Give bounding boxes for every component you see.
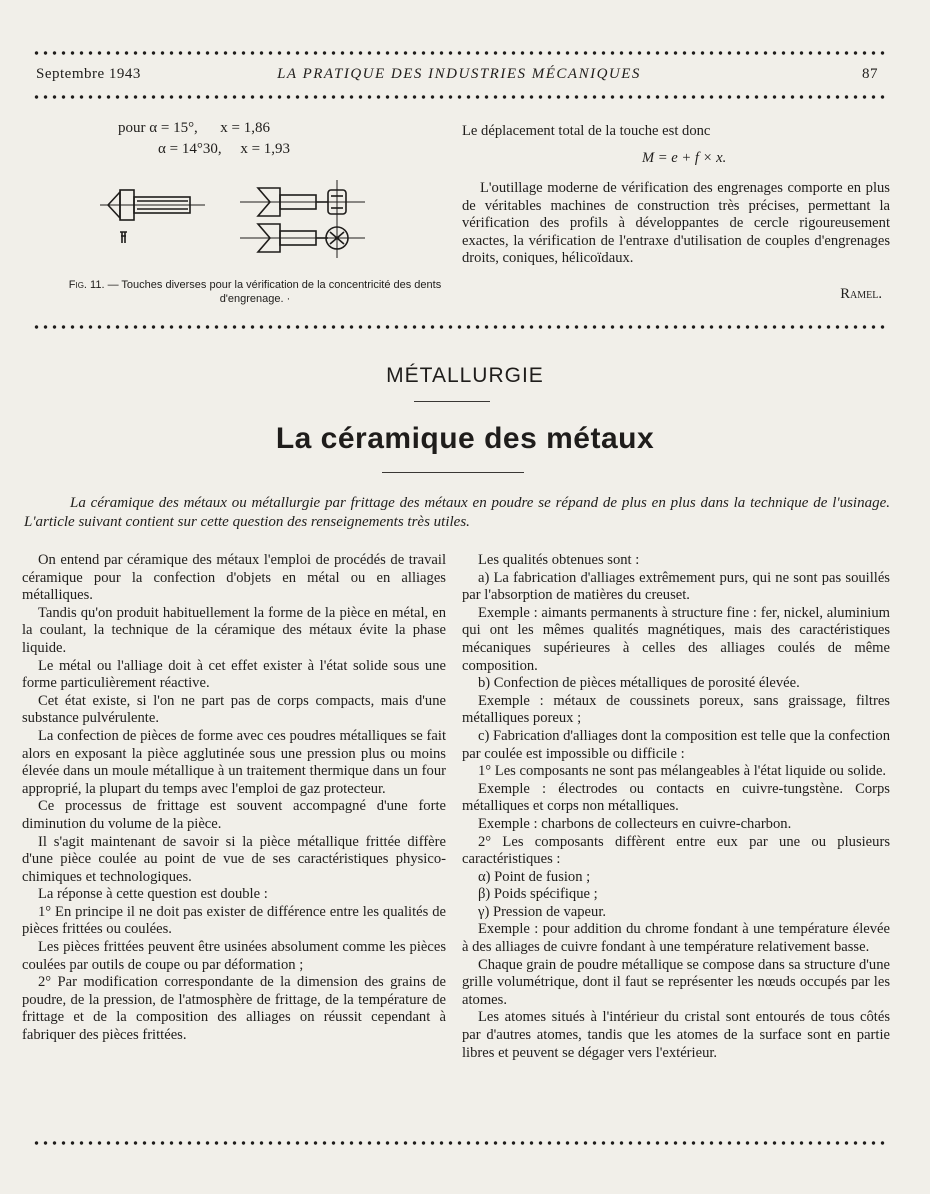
paragraph: Exemple : charbons de collecteurs en cuivre-charbon. (478, 815, 792, 832)
article-title: La céramique des métaux (275, 422, 655, 455)
article-left-column (22, 552, 446, 1045)
paragraph: La confection de pièces de forme avec ces poudres métalliques se fait alors en exposant la pièce agglutinée sous une pression plus ou moins élevée dans un moule métallique à un traitement thermique dans un four approprié, la plupart du temps avec l'emploi de gaz protecteur. (22, 727, 446, 797)
paragraph: Exemple : métaux de coussinets poreux, sans graissage, filtres métalliques poreux ; (462, 692, 890, 727)
figure-touch-probes (90, 180, 390, 270)
right-top-formula: M = e + f × x. (642, 150, 727, 166)
header-journal-title: LA PRATIQUE DES INDUSTRIES MÉCANIQUES (277, 66, 641, 82)
right-top-text-1: Le déplacement total de la touche est donc (462, 123, 711, 139)
paragraph: Cet état existe, si l'on ne part pas de corps compacts, mais d'une substance pulvérulente. (22, 692, 446, 727)
paragraph: 1° Les composants ne sont pas mélangeables à l'état liquide ou solide. (478, 763, 887, 780)
paragraph: c) Fabrication d'alliages dont la composition est telle que la confection par coulée est impossible ou difficile : (462, 727, 890, 762)
paragraph: Les atomes situés à l'intérieur du cristal sont entourés de tous côtés par d'autres atomes, tandis que les atomes de la surface sont en partie libres et peuvent se dégager vers l'extérieur. (462, 1009, 890, 1061)
paragraph: 2° Par modification correspondante de la dimension des grains de poudre, de la pression, de l'atmosphère de frittage, de la température de frittage et de la composition des alliages on réussit cependant à fabriquer des pièces frittées. (22, 974, 446, 1044)
article-intro: La céramique des métaux ou métallurgie par frittage des métaux en poudre se répand de plus en plus dans la technique de l'usinage. L'article suivant contient sur cette question des renseignements très utiles. (24, 495, 890, 530)
section-rule (414, 401, 490, 402)
figure-caption (60, 278, 450, 306)
paragraph: Le métal ou l'alliage doit à cet effet exister à l'état solide sous une forme particulièrement réactive. (22, 657, 446, 692)
list-item: α) Point de fusion ; (478, 868, 591, 885)
formula-line-2: α = 14°30, x = 1,93 (158, 141, 291, 157)
figure-caption-label: Fig. 11. (68, 279, 105, 291)
header-date: Septembre 1943 (36, 66, 141, 82)
figure-caption-text: — Touches diverses pour la vérification de la concentricité des dents d'engrenage. · (107, 279, 442, 305)
section-heading: MÉTALLURGIE (386, 364, 544, 387)
paragraph: Ce processus de frittage est souvent accompagné d'une forte diminution du volume de la pièce. (22, 798, 446, 832)
header-page-number: 87 (862, 66, 878, 82)
formula-line-1: pour α = 15°, x = 1,86 (118, 120, 271, 136)
paragraph: Exemple : pour addition du chrome fondant à une température élevée à des alliages de cuivre fondant à une température relativement basse. (462, 921, 890, 956)
section-dotted-rule (32, 324, 888, 330)
paragraph: a) La fabrication d'alliages extrêmement purs, qui ne sont pas souillés par l'absorption de matières du creuset. (462, 569, 890, 604)
right-top-text-2: L'outillage moderne de vérification des engrenages comporte en plus de véritables machines de construction très précises, permettant la vérification des profils à développantes de cercle rigoureusement exactes, la vérification de l'entraxe d'utilisation de couples d'engrenages droits, coniques, hélicoïdaux. (462, 180, 890, 267)
paragraph: On entend par céramique des métaux l'emploi de procédés de travail céramique pour la confection d'objets en métal ou en alliages métalliques. (22, 552, 446, 604)
paragraph: 2° Les composants diffèrent entre eux par une ou plusieurs caractéristiques : (462, 833, 890, 868)
running-header (36, 66, 882, 88)
paragraph: Les qualités obtenues sont : (478, 552, 640, 568)
paragraph: Il s'agit maintenant de savoir si la pièce métallique frittée diffère d'une pièce coulée au point de vue de ses caractéristiques physico-chimiques et technologiques. (22, 833, 446, 885)
paragraph: Exemple : aimants permanents à structure fine : fer, nickel, aluminium qui ont les mêmes qualités magnétiques, mais des caractéristiques mécaniques supérieures à celles des alliages coulés de même composition. (462, 604, 890, 674)
paragraph: La réponse à cette question est double : (38, 886, 268, 903)
paragraph: 1° En principe il ne doit pas exister de différence entre les qualités de pièces frittées ou coulées. (22, 903, 446, 938)
article-signature: Ramel. (840, 286, 882, 302)
paragraph: Exemple : électrodes ou contacts en cuivre-tungstène. Corps métalliques et corps non métalliques. (462, 780, 890, 815)
paragraph: Tandis qu'on produit habituellement la forme de la pièce en métal, en la coulant, la technique de la céramique des métaux évite la phase liquide. (22, 604, 446, 656)
paragraph: Chaque grain de poudre métallique se compose dans sa structure d'une grille volumétrique, dont il faut se représenter les nœuds occupés par les atomes. (462, 956, 890, 1008)
header-dotted-rule (32, 94, 888, 100)
list-item: γ) Pression de vapeur. (478, 903, 607, 920)
bottom-dotted-rule (32, 1140, 888, 1146)
list-item: β) Poids spécifique ; (478, 886, 598, 903)
top-dotted-rule (32, 50, 888, 56)
paragraph: b) Confection de pièces métalliques de porosité élevée. (478, 675, 800, 692)
paragraph: Les pièces frittées peuvent être usinées absolument comme les pièces coulées par outils de coupe ou par déformation ; (22, 939, 446, 973)
title-rule (382, 472, 524, 473)
article-right-column (462, 552, 890, 1062)
